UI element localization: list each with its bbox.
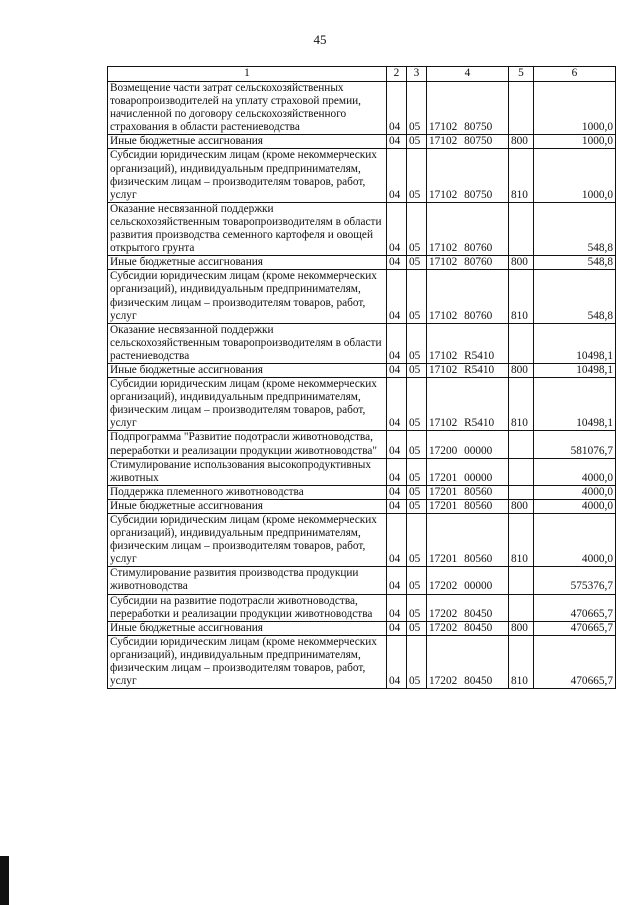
table-row [108,514,616,567]
row-c4-cell: 17202 80450 [427,594,509,621]
row-c2-cell: 04 [387,135,407,149]
table-row [108,594,616,621]
row-c6-cell: 470665,7 [534,594,616,621]
row-c5-cell: 810 [509,270,534,323]
table-row [108,82,616,135]
row-c5-cell: 810 [509,378,534,431]
row-c6-cell: 10498,1 [534,378,616,431]
row-c6-cell: 4000,0 [534,485,616,499]
row-c6-cell: 470665,7 [534,621,616,635]
row-c2-cell: 04 [387,149,407,202]
row-c6-cell: 581076,7 [534,431,616,458]
row-c2-cell: 04 [387,458,407,485]
row-c6-cell: 1000,0 [534,149,616,202]
row-c3-cell: 05 [407,514,427,567]
row-c6-cell: 548,8 [534,202,616,255]
row-name-cell: Субсидии на развитие подотрасли животноводства, переработки и реализации продукции животноводства [108,594,387,621]
row-c4-cell: 17200 00000 [427,431,509,458]
row-c4-cell: 17202 80450 [427,621,509,635]
table-row [108,323,616,363]
row-c3-cell: 05 [407,621,427,635]
row-c4-cell: 17102 R5410 [427,323,509,363]
row-c5-cell: 800 [509,499,534,513]
row-name-cell: Иные бюджетные ассигнования [108,135,387,149]
row-name-cell: Оказание несвязанной поддержки сельскохозяйственным товаропроизводителям в области растениеводства [108,323,387,363]
row-name-cell: Иные бюджетные ассигнования [108,499,387,513]
row-c5-cell: 800 [509,135,534,149]
row-c5-cell: 800 [509,363,534,377]
table-header-row [108,67,616,82]
row-c3-cell: 05 [407,567,427,594]
table-row [108,202,616,255]
row-c5-cell [509,458,534,485]
row-c5-cell: 810 [509,514,534,567]
table-row [108,270,616,323]
table-row [108,135,616,149]
row-c2-cell: 04 [387,431,407,458]
table-row [108,378,616,431]
row-c3-cell: 05 [407,135,427,149]
row-c2-cell: 04 [387,621,407,635]
row-c4-cell: 17102 R5410 [427,378,509,431]
row-c5-cell [509,567,534,594]
table-row [108,256,616,270]
row-c2-cell: 04 [387,82,407,135]
row-name-cell: Иные бюджетные ассигнования [108,256,387,270]
row-c5-cell [509,323,534,363]
row-c6-cell: 470665,7 [534,635,616,688]
row-c4-cell: 17202 80450 [427,635,509,688]
row-c2-cell: 04 [387,514,407,567]
row-name-cell: Стимулирование использования высокопродуктивных животных [108,458,387,485]
row-name-cell: Субсидии юридическим лицам (кроме некоммерческих организаций), индивидуальным предпринимателям, физическим лицам – производителям товаров, работ, услуг [108,514,387,567]
row-c4-cell: 17202 00000 [427,567,509,594]
table-row [108,499,616,513]
row-c2-cell: 04 [387,202,407,255]
row-c3-cell: 05 [407,256,427,270]
row-c6-cell: 548,8 [534,256,616,270]
column-header: 4 [427,67,509,82]
row-name-cell: Подпрограмма "Развитие подотрасли животноводства, переработки и реализации продукции животноводства" [108,431,387,458]
row-c4-cell: 17201 00000 [427,458,509,485]
row-name-cell: Иные бюджетные ассигнования [108,363,387,377]
row-c5-cell [509,202,534,255]
table-row [108,621,616,635]
row-name-cell: Поддержка племенного животноводства [108,485,387,499]
row-c5-cell: 800 [509,621,534,635]
table-row [108,567,616,594]
row-c4-cell: 17102 80750 [427,82,509,135]
row-name-cell: Стимулирование развития производства продукции животноводства [108,567,387,594]
row-name-cell: Оказание несвязанной поддержки сельскохозяйственным товаропроизводителям в области развития производства семенного картофеля и овощей открытого грунта [108,202,387,255]
row-c6-cell: 1000,0 [534,82,616,135]
row-c4-cell: 17201 80560 [427,499,509,513]
row-c4-cell: 17102 80750 [427,149,509,202]
row-c3-cell: 05 [407,149,427,202]
row-name-cell: Субсидии юридическим лицам (кроме некоммерческих организаций), индивидуальным предпринимателям, физическим лицам – производителям товаров, работ, услуг [108,270,387,323]
row-c3-cell: 05 [407,594,427,621]
row-c2-cell: 04 [387,323,407,363]
row-c5-cell [509,485,534,499]
page-number: 45 [313,32,327,47]
row-c2-cell: 04 [387,485,407,499]
row-name-cell: Иные бюджетные ассигнования [108,621,387,635]
row-c4-cell: 17102 80760 [427,202,509,255]
row-c4-cell: 17102 R5410 [427,363,509,377]
row-c6-cell: 4000,0 [534,514,616,567]
scan-edge-mark [0,856,9,905]
row-c2-cell: 04 [387,594,407,621]
row-c3-cell: 05 [407,378,427,431]
row-c2-cell: 04 [387,378,407,431]
row-c2-cell: 04 [387,363,407,377]
table-row [108,363,616,377]
row-c3-cell: 05 [407,458,427,485]
row-c5-cell: 810 [509,149,534,202]
row-c5-cell [509,431,534,458]
column-header: 2 [387,67,407,82]
row-c2-cell: 04 [387,499,407,513]
row-c6-cell: 10498,1 [534,363,616,377]
row-c6-cell: 1000,0 [534,135,616,149]
budget-table [107,66,616,689]
column-header: 6 [534,67,616,82]
column-header: 3 [407,67,427,82]
row-c6-cell: 10498,1 [534,323,616,363]
row-c5-cell: 800 [509,256,534,270]
row-c6-cell: 4000,0 [534,458,616,485]
row-c4-cell: 17102 80760 [427,270,509,323]
row-c5-cell: 810 [509,635,534,688]
row-c5-cell [509,594,534,621]
table-row [108,458,616,485]
row-c4-cell: 17201 80560 [427,485,509,499]
column-header: 5 [509,67,534,82]
row-name-cell: Субсидии юридическим лицам (кроме некоммерческих организаций), индивидуальным предпринимателям, физическим лицам – производителям товаров, работ, услуг [108,378,387,431]
row-c3-cell: 05 [407,323,427,363]
row-c3-cell: 05 [407,635,427,688]
row-name-cell: Субсидии юридическим лицам (кроме некоммерческих организаций), индивидуальным предпринимателям, физическим лицам – производителям товаров, работ, услуг [108,635,387,688]
table-body [108,82,616,689]
row-c3-cell: 05 [407,431,427,458]
row-name-cell: Возмещение части затрат сельскохозяйственных товаропроизводителей на уплату страховой премии, начисленной по договору сельскохозяйственного страхования в области растениеводства [108,82,387,135]
row-c3-cell: 05 [407,202,427,255]
row-name-cell: Субсидии юридическим лицам (кроме некоммерческих организаций), индивидуальным предпринимателям, физическим лицам – производителям товаров, работ, услуг [108,149,387,202]
row-c4-cell: 17102 80750 [427,135,509,149]
row-c2-cell: 04 [387,635,407,688]
column-header: 1 [108,67,387,82]
row-c3-cell: 05 [407,82,427,135]
row-c4-cell: 17102 80760 [427,256,509,270]
row-c2-cell: 04 [387,256,407,270]
row-c3-cell: 05 [407,363,427,377]
table-row [108,149,616,202]
row-c2-cell: 04 [387,270,407,323]
row-c3-cell: 05 [407,485,427,499]
table-row [108,431,616,458]
row-c5-cell [509,82,534,135]
row-c6-cell: 548,8 [534,270,616,323]
row-c6-cell: 575376,7 [534,567,616,594]
row-c4-cell: 17201 80560 [427,514,509,567]
row-c6-cell: 4000,0 [534,499,616,513]
row-c3-cell: 05 [407,270,427,323]
row-c2-cell: 04 [387,567,407,594]
table-row [108,635,616,688]
row-c3-cell: 05 [407,499,427,513]
table-row [108,485,616,499]
